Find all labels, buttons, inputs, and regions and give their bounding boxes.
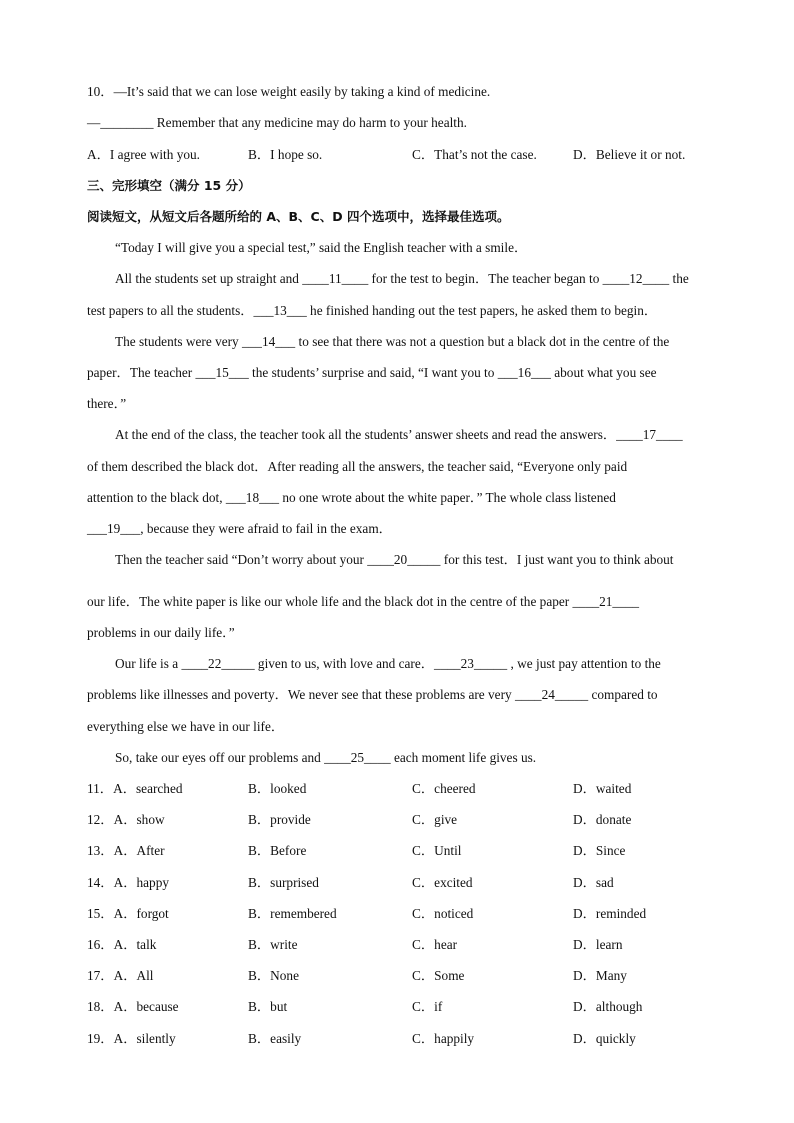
option-b: B．provide xyxy=(248,812,311,827)
option-b: B．but xyxy=(248,999,288,1014)
option-d: D．although xyxy=(573,999,643,1014)
option-d: D．quickly xyxy=(573,1031,636,1046)
option-c: C．That’s not the case. xyxy=(412,147,537,162)
question-row xyxy=(0,937,794,953)
option-d: D．sad xyxy=(573,875,614,890)
option-b: B．looked xyxy=(248,781,307,796)
passage-line: attention to the black dot, ___18___ no one wrote about the white paper．” The whole class listened xyxy=(87,490,616,505)
passage-line: problems like illnesses and poverty．We never see that these problems are very ____24_____ compared to xyxy=(87,687,658,702)
option-c: C．cheered xyxy=(412,781,476,796)
option-c: C．Some xyxy=(412,968,465,983)
option-a: 17．A．All xyxy=(87,968,154,983)
section-instruction: 阅读短文，从短文后各题所给的 A、B、C、D 四个选项中，选择最佳选项。 xyxy=(87,209,510,224)
option-c: C．happily xyxy=(412,1031,475,1046)
passage-line: everything else we have in our life． xyxy=(87,719,285,734)
question-row xyxy=(0,1031,794,1047)
passage-line: test papers to all the students．___13___ he finished handing out the test papers, he asked them to begin． xyxy=(87,303,658,318)
option-b: B．remembered xyxy=(248,906,337,921)
option-a: A．I agree with you. xyxy=(87,147,200,162)
option-b: B．surprised xyxy=(248,875,319,890)
passage-line: our life．The white paper is like our whole life and the black dot in the centre of the paper ____21____ xyxy=(87,594,640,609)
option-b: B．Before xyxy=(248,843,307,858)
option-a: 15．A．forgot xyxy=(87,906,169,921)
passage-line: problems in our daily life．” xyxy=(87,625,235,640)
question-10-stem: 10．—It’s said that we can lose weight easily by taking a kind of medicine. xyxy=(87,84,491,99)
question-row xyxy=(0,906,794,922)
passage-line: ___19___, because they were afraid to fail in the exam． xyxy=(87,521,392,536)
passage-line: there．” xyxy=(87,396,127,411)
passage-line: paper．The teacher ___15___ the students’ surprise and said, “I want you to ___16___ about what you see xyxy=(87,365,657,380)
option-d: D．reminded xyxy=(573,906,647,921)
question-10-reply: —________ Remember that any medicine may do harm to your health. xyxy=(87,115,467,130)
option-c: C．give xyxy=(412,812,458,827)
option-a: 13．A．After xyxy=(87,843,165,858)
passage-line: At the end of the class, the teacher took all the students’ answer sheets and read the answers．____17____ xyxy=(115,427,683,442)
question-row xyxy=(0,781,794,797)
question-row xyxy=(0,968,794,984)
option-c: C．noticed xyxy=(412,906,474,921)
option-b: B．None xyxy=(248,968,299,983)
option-a: 18．A．because xyxy=(87,999,179,1014)
passage-line: The students were very ___14___ to see that there was not a question but a black dot in the centre of the xyxy=(115,334,670,349)
option-c: C．if xyxy=(412,999,443,1014)
option-c: C．Until xyxy=(412,843,462,858)
question-row xyxy=(0,999,794,1015)
option-b: B．easily xyxy=(248,1031,302,1046)
option-a: 14．A．happy xyxy=(87,875,169,890)
option-c: C．excited xyxy=(412,875,473,890)
question-row xyxy=(0,875,794,891)
option-a: 19．A．silently xyxy=(87,1031,176,1046)
passage-line: Then the teacher said “Don’t worry about your ____20_____ for this test．I just want you to think about xyxy=(115,552,674,567)
option-b: B．write xyxy=(248,937,298,952)
option-d: D．donate xyxy=(573,812,632,827)
section-title: 三、完形填空（满分 15 分） xyxy=(87,178,251,193)
option-a: 12．A．show xyxy=(87,812,165,827)
passage-line: All the students set up straight and ____11____ for the test to begin．The teacher began to ____12____ the xyxy=(115,271,689,286)
option-a: 16．A．talk xyxy=(87,937,157,952)
question-row xyxy=(0,812,794,828)
option-d: D．learn xyxy=(573,937,623,952)
option-d: D．waited xyxy=(573,781,632,796)
option-d: D．Many xyxy=(573,968,627,983)
passage-line: “Today I will give you a special test,” said the English teacher with a smile． xyxy=(115,240,528,255)
passage-line: Our life is a ____22_____ given to us, with love and care．____23_____ , we just pay attention to the xyxy=(115,656,661,671)
option-b: B．I hope so. xyxy=(248,147,323,162)
passage-line: of them described the black dot．After reading all the answers, the teacher said, “Everyone only paid xyxy=(87,459,628,474)
passage-line: So, take our eyes off our problems and ____25____ each moment life gives us. xyxy=(115,750,537,765)
question-row xyxy=(0,843,794,859)
option-d: D．Believe it or not. xyxy=(573,147,686,162)
option-a: 11．A．searched xyxy=(87,781,183,796)
question-10-options xyxy=(0,147,794,163)
option-d: D．Since xyxy=(573,843,626,858)
option-c: C．hear xyxy=(412,937,458,952)
